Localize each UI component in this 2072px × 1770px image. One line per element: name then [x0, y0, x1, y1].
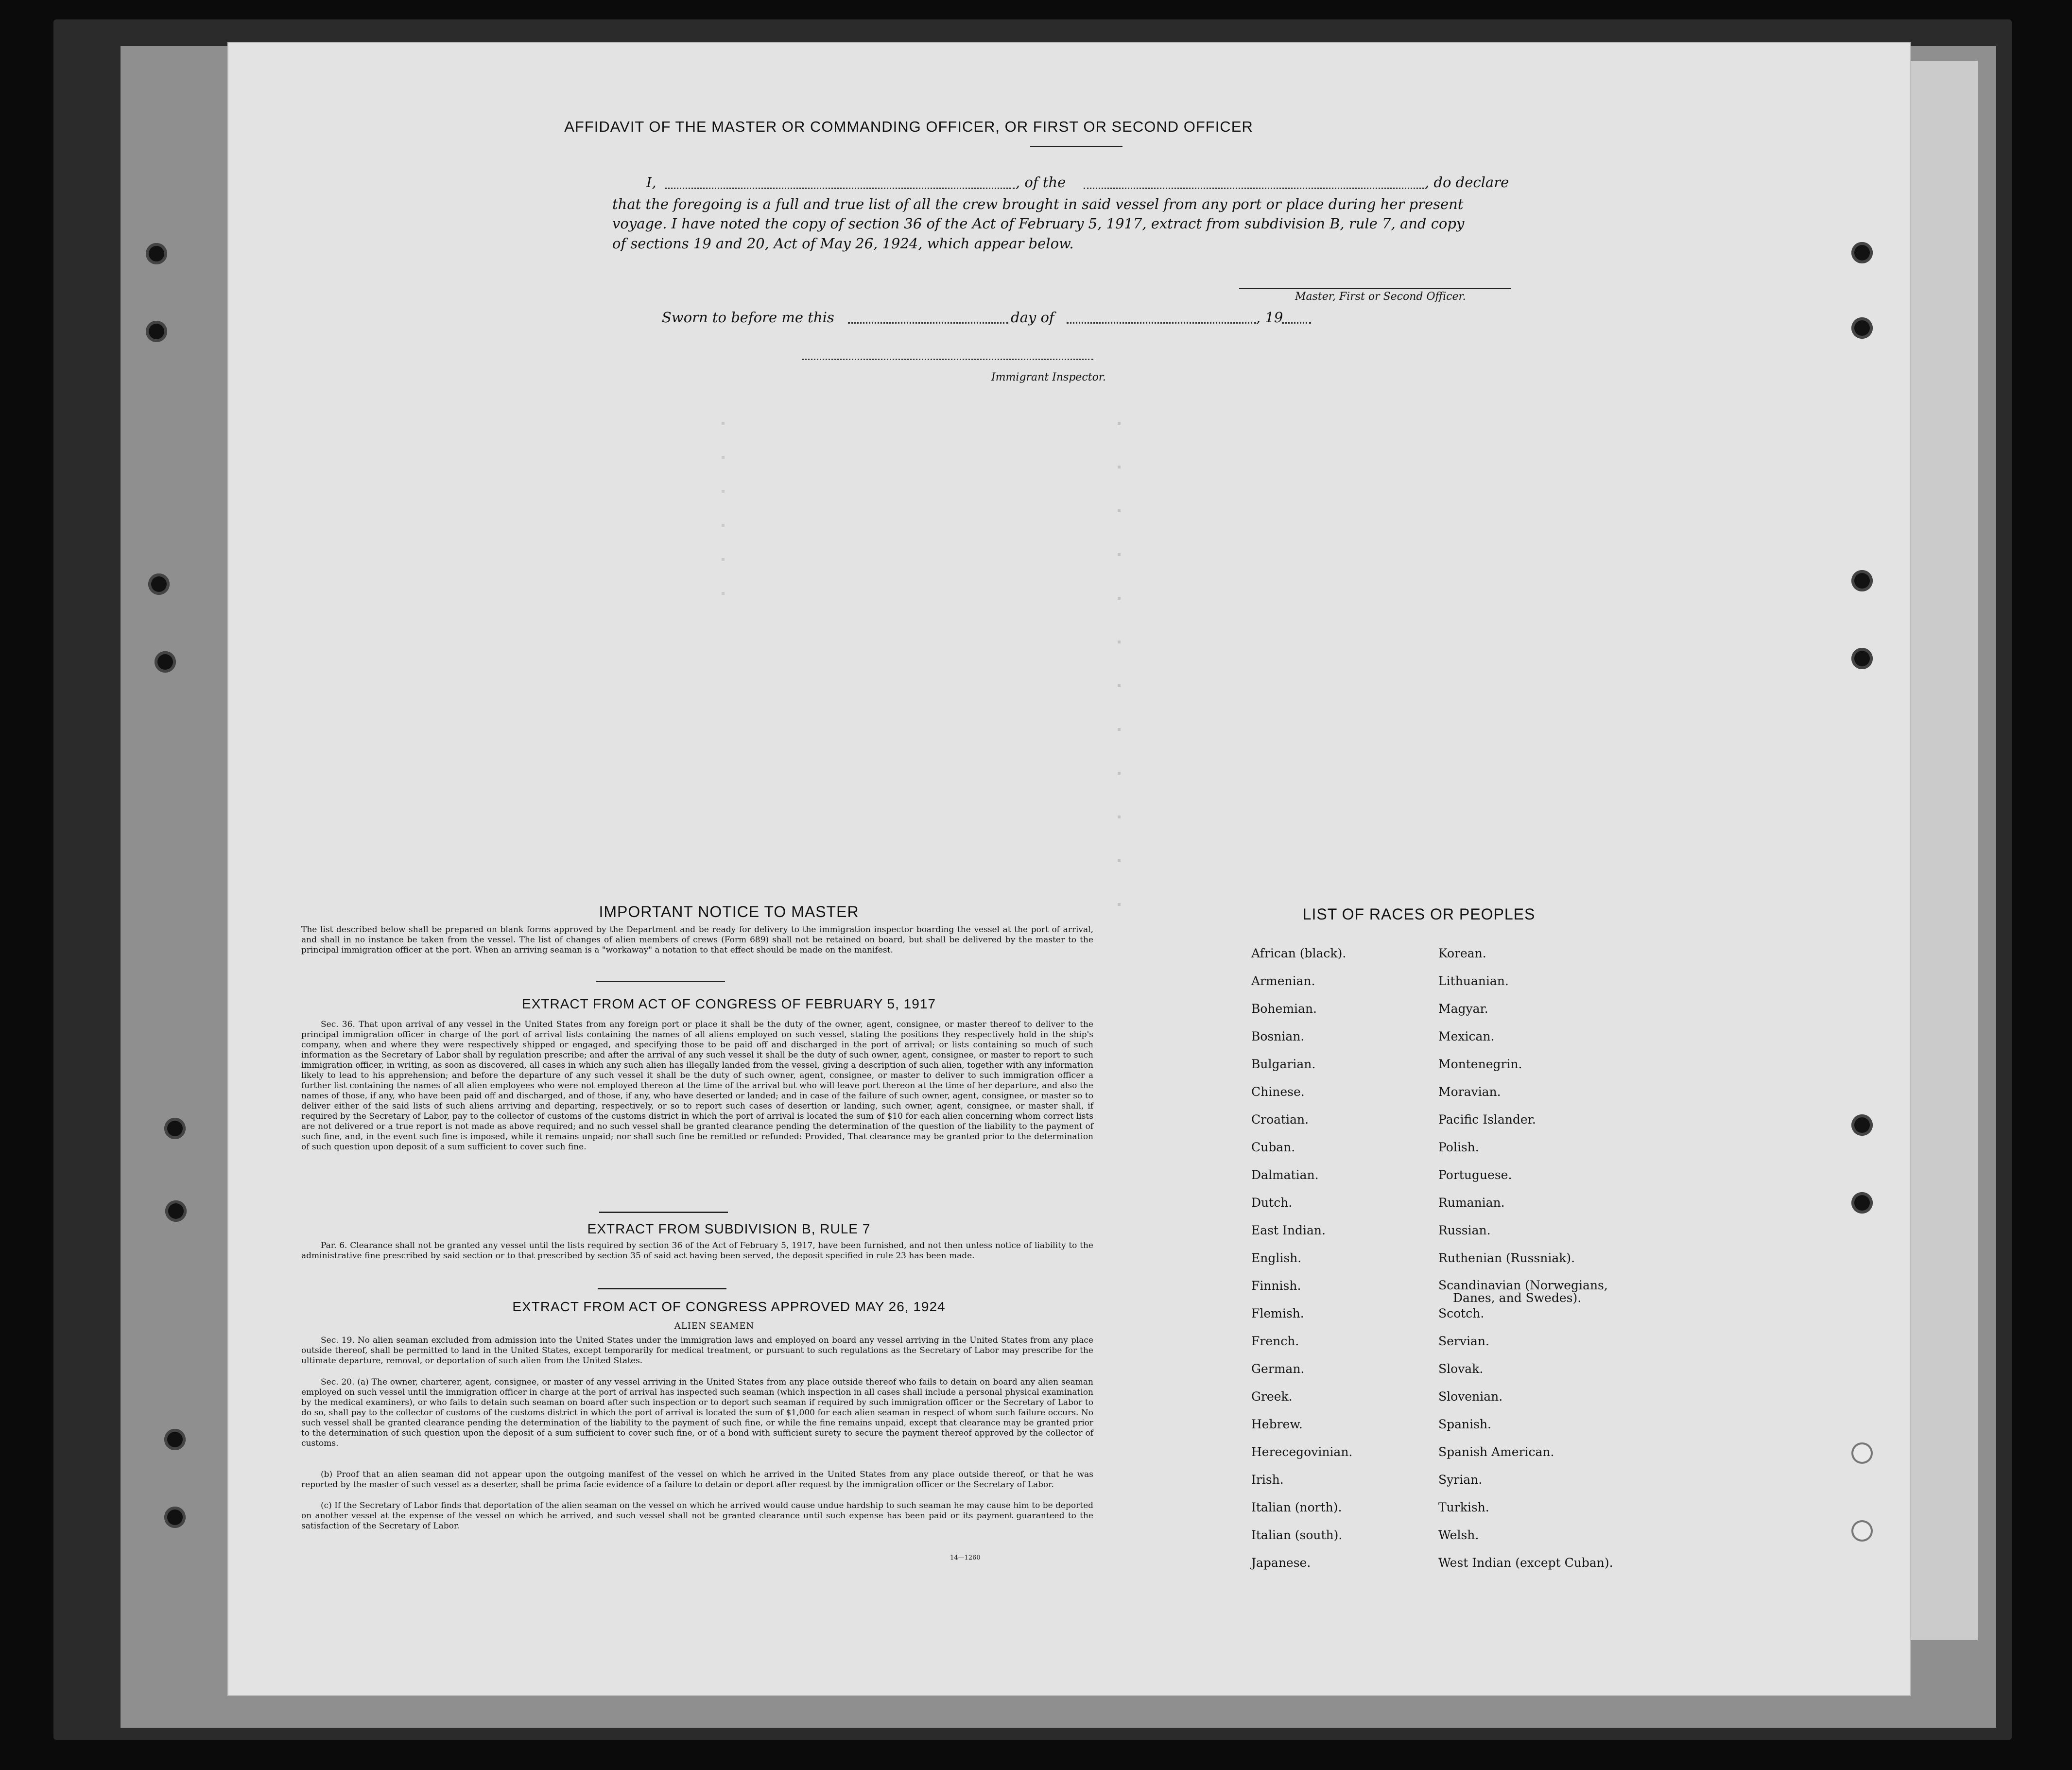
binder-hole	[164, 1429, 186, 1450]
race-item: French.	[1251, 1334, 1299, 1348]
sworn-year-blank	[1282, 322, 1311, 324]
punch-hole	[1851, 1114, 1873, 1136]
binder-hole	[155, 651, 176, 673]
show-through-column	[1118, 422, 1121, 908]
race-item: African (black).	[1251, 946, 1347, 960]
year-prefix: , 19	[1256, 309, 1283, 326]
race-item: Russian.	[1438, 1223, 1491, 1237]
affidavit-page	[228, 43, 1910, 1695]
sworn-day-blank	[848, 322, 1008, 324]
race-item: East Indian.	[1251, 1223, 1326, 1237]
race-item: Dutch.	[1251, 1196, 1293, 1210]
extract-1917-text: Sec. 36. That upon arrival of any vessel in the United States from any foreign port or place it shall be the duty of the owner, agent, consignee, or master thereof to deliver to the principal immigration officer in charge of the port of arrival lists containing the names of all aliens employed on such vessel, stating the positions they respectively hold in the ship's company, when and where they were respectively shipped or engaged, and specifying those to be paid off and discharged in the port of arrival; or lists containing so much of such information as the Secretary of Labor shall by regulation prescribe; and after the arrival of any such vessel it shall be the duty of such owner, agent, consignee, or master to report to such immigration officer, in writing, as soon as discovered, all cases in which any such alien has illegally landed from the vessel, giving a description of such alien, together with any information likely to lead to his apprehension; and before the departure of any such vessel it shall be the duty of such owner, agent, consignee, or master to deliver to such immigration officer a further list containing the names of all alien employees who were not employed thereon at the time of the arrival but who will leave port thereon at the time of her departure, and also the names of those, if any, who have been paid off and discharged, and of those, if any, who have deserted or landed; and in case of the failure of such owner, agent, consignee, or master so to deliver either of the said lists of such aliens arriving and departing, respectively, or so to report such cases of desertion or landing, such owner, agent, consignee, or master shall, if required by the Secretary of Labor, pay to the collector of customs of the customs district in which the port of arrival is located the sum of $10 for each alien concerning whom correct lists are not delivered or a true report is not made as above required; and no such vessel shall be granted clearance pending the determination of the question of the liability to the payment of such fine, and, in the event such fine is imposed, while it remains unpaid; nor shall such fine be remitted or refunded: Provided, That clearance may be granted prior to the determination of such question upon deposit of a sum sufficient to cover such fine.	[301, 1020, 1093, 1152]
race-item: Flemish.	[1251, 1306, 1304, 1320]
affidavit-of-the: , of the	[1016, 174, 1066, 191]
race-item: Greek.	[1251, 1389, 1293, 1404]
punch-hole	[1851, 1520, 1873, 1542]
punch-hole	[1851, 1192, 1873, 1214]
race-item: Korean.	[1438, 946, 1486, 960]
race-item: West Indian (except Cuban).	[1438, 1556, 1613, 1570]
races-left-column	[1251, 947, 1352, 1584]
inspector-signature-line	[802, 359, 1093, 360]
master-signature-line	[1239, 288, 1511, 289]
race-item: Armenian.	[1251, 974, 1315, 988]
race-item: Montenegrin.	[1438, 1057, 1522, 1071]
punch-hole	[1851, 570, 1873, 591]
vessel-blank	[1084, 188, 1424, 189]
title-rule	[1030, 146, 1122, 147]
race-item: Irish.	[1251, 1473, 1284, 1487]
extract-1924-title: EXTRACT FROM ACT OF CONGRESS APPROVED MAY 26, 1924	[512, 1299, 946, 1314]
binder-hole	[148, 573, 170, 595]
affidavit-title: AFFIDAVIT OF THE MASTER OR COMMANDING OFFICER, OR FIRST OR SECOND OFFICER	[564, 118, 1253, 135]
race-item: Slovak.	[1438, 1362, 1484, 1376]
affidavit-line3: voyage. I have noted the copy of section 36 of the Act of February 5, 1917, extract from subdivision B, rule 7, and copy	[612, 215, 1465, 232]
binder-hole	[146, 321, 167, 342]
notice-title: IMPORTANT NOTICE TO MASTER	[599, 903, 859, 920]
race-item: Herecegovinian.	[1251, 1445, 1353, 1459]
race-item: Ruthenian (Russniak).	[1438, 1251, 1575, 1265]
race-item: Spanish.	[1438, 1417, 1492, 1431]
race-item: Bulgarian.	[1251, 1057, 1316, 1071]
day-of-text: day of	[1011, 309, 1054, 326]
race-item-line1: Scandinavian (Norwegians,	[1438, 1278, 1608, 1292]
section-rule	[598, 1288, 726, 1289]
rule7-text: Par. 6. Clearance shall not be granted any vessel until the lists required by section 36 of the Act of February 5, 1917, have been furnished, and not then unless notice of liability to the administrative fine prescribed by said section or to that prescribed by section 35 of said act having been served, the deposit specified in rule 23 has been made.	[301, 1241, 1093, 1261]
race-item: Spanish American.	[1438, 1445, 1554, 1459]
alien-seamen-subtitle: ALIEN SEAMEN	[674, 1321, 755, 1331]
race-item-line2: Danes, and Swedes).	[1453, 1291, 1582, 1305]
race-item: Polish.	[1438, 1140, 1479, 1154]
form-number: 14—1260	[950, 1554, 981, 1562]
races-title: LIST OF RACES OR PEOPLES	[1302, 905, 1536, 923]
race-item: Magyar.	[1438, 1002, 1488, 1016]
sworn-month-blank	[1067, 322, 1256, 324]
race-item: Portuguese.	[1438, 1168, 1512, 1182]
show-through-column	[722, 422, 725, 626]
race-item: Welsh.	[1438, 1528, 1479, 1542]
race-item: German.	[1251, 1362, 1305, 1376]
race-item: Rumanian.	[1438, 1196, 1505, 1210]
sec19-text: Sec. 19. No alien seaman excluded from admission into the United States under the immigration laws and employed on board any vessel arriving in the United States from any place outside thereof, shall be permitted to land in the United States, except temporarily for medical treatment, or pursuant to such regulations as the Secretary of Labor may prescribe for the ultimate departure, removal, or deportation of such alien from the United States.	[301, 1336, 1093, 1366]
binder-hole	[146, 243, 167, 264]
race-item: Pacific Islander.	[1438, 1112, 1536, 1127]
race-item: Servian.	[1438, 1334, 1489, 1348]
race-item: Dalmatian.	[1251, 1168, 1319, 1182]
race-item: Syrian.	[1438, 1473, 1483, 1487]
affidavit-line4: of sections 19 and 20, Act of May 26, 1924, which appear below.	[612, 235, 1074, 252]
extract-1917-title: EXTRACT FROM ACT OF CONGRESS OF FEBRUARY 5, 1917	[522, 996, 936, 1011]
race-item: Croatian.	[1251, 1112, 1309, 1127]
rule7-title: EXTRACT FROM SUBDIVISION B, RULE 7	[587, 1221, 871, 1236]
name-blank	[665, 188, 1015, 189]
inspector-label: Immigrant Inspector.	[991, 371, 1106, 383]
sworn-text: Sworn to before me this	[662, 309, 834, 326]
punch-hole	[1851, 648, 1873, 669]
master-signature-label: Master, First or Second Officer.	[1295, 291, 1466, 303]
race-item: English.	[1251, 1251, 1302, 1265]
race-item: Turkish.	[1438, 1500, 1489, 1514]
races-right-column	[1438, 947, 1613, 1584]
race-item: Cuban.	[1251, 1140, 1295, 1154]
race-item: Italian (south).	[1251, 1528, 1343, 1542]
section-rule	[599, 1212, 728, 1213]
affidavit-declare: , do declare	[1425, 174, 1509, 191]
affidavit-i: I,	[646, 174, 656, 191]
race-item: Bosnian.	[1251, 1029, 1305, 1043]
binder-hole	[164, 1118, 186, 1139]
race-item: Moravian.	[1438, 1085, 1501, 1099]
binder-hole	[164, 1507, 186, 1528]
punch-hole	[1851, 317, 1873, 339]
race-item: Finnish.	[1251, 1279, 1301, 1293]
race-item: Slovenian.	[1438, 1389, 1503, 1404]
sec20b-text: (b) Proof that an alien seaman did not appear upon the outgoing manifest of the vessel on which he arrived in the United States from any place outside thereof, or that he was reported by the master of such vessel as a deserter, shall be prima facie evidence of a failure to detain or deport after request by the immigration officer or the Secretary of Labor.	[301, 1470, 1093, 1490]
section-rule	[596, 981, 725, 982]
binder-hole	[165, 1200, 187, 1222]
race-item: Lithuanian.	[1438, 974, 1509, 988]
race-item: Hebrew.	[1251, 1417, 1303, 1431]
affidavit-line2: that the foregoing is a full and true list of all the crew brought in said vessel from any port or place during her present	[612, 196, 1464, 212]
race-item: Scotch.	[1438, 1306, 1485, 1320]
sec20c-text: (c) If the Secretary of Labor finds that deportation of the alien seaman on the vessel on which he arrived would cause undue hardship to such seaman he may cause him to be deported on another vessel at the expense of the vessel on which he arrived, and such vessel shall not be granted clearance until such expense has been paid or its payment guaranteed to the satisfaction of the Secretary of Labor.	[301, 1501, 1094, 1531]
race-item: Bohemian.	[1251, 1002, 1317, 1016]
race-item: Mexican.	[1438, 1029, 1495, 1043]
punch-hole	[1851, 242, 1873, 263]
race-item: Chinese.	[1251, 1085, 1305, 1099]
race-item: Japanese.	[1251, 1556, 1311, 1570]
punch-hole	[1851, 1442, 1873, 1464]
notice-text: The list described below shall be prepared on blank forms approved by the Department and be ready for delivery to the immigration inspector boarding the vessel at the port of arrival, and shall in no instance be taken from the vessel. The list of changes of alien members of crews (Form 689) shall not be retained on board, but shall be delivered by the master to the principal immigration officer at the port. When an arriving seaman is a "workaway" a notation to that effect should be made on the manifest.	[301, 925, 1093, 955]
race-item	[1438, 1279, 1613, 1307]
race-item: Italian (north).	[1251, 1500, 1342, 1514]
sec20a-text: Sec. 20. (a) The owner, charterer, agent, consignee, or master of any vessel arriving in the United States from any place outside thereof who fails to detain on board any alien seaman employed on such vessel until the immigration officer in charge at the port of arrival has inspected such seaman (which inspection in all cases shall include a personal physical examination by the medical examiners), or who fails to detain such seaman on board after such inspection or to deport such seaman if required by such immigration officer or the Secretary of Labor to do so, shall pay to the collector of customs of the customs district in which the port of arrival is located the sum of $1,000 for each alien seaman in respect of whom such failure occurs. No such vessel shall be granted clearance pending the determination of the liability to the payment of such fine, or while the fine remains unpaid, except that clearance may be granted prior to the determination of such question upon the deposit of a sum sufficient to cover such fine, or of a bond with sufficient surety to secure the payment thereof approved by the collector of customs.	[301, 1377, 1093, 1448]
